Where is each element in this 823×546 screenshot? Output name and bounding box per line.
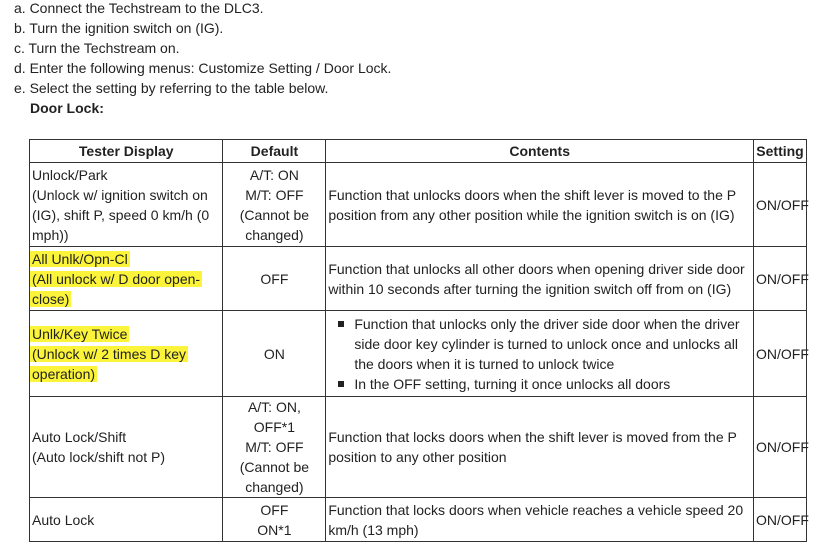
tester-display-text: Unlock/Park (Unlock w/ ignition switch on (IG), shift P, speed 0 km/h (0 mph)) (32, 166, 210, 243)
step-e: e. Select the setting by referring to the table below. (14, 80, 329, 96)
tester-display-cell: Auto Lock (30, 498, 223, 542)
tester-display-cell: Auto Lock/Shift (Auto lock/shift not P) (30, 397, 223, 498)
setting-cell: ON/OFF (754, 498, 807, 542)
default-cell: ON (223, 311, 326, 397)
door-lock-table (29, 139, 807, 542)
list-item: Function that unlocks only the driver side door when the driver side door key cylinder is turned to unlock once and unlocks all the doors when it is turned to unlock twice (328, 314, 751, 374)
header-contents: Contents (326, 140, 754, 163)
table-row-all-unlk-opn-cl (30, 247, 807, 311)
contents-cell: Function that locks doors when the shift lever is moved from the P position to any other position (326, 397, 754, 498)
table-row-unlock-park (30, 163, 807, 247)
step-b: b. Turn the ignition switch on (IG). (14, 20, 224, 36)
tester-display-text: Unlk/Key Twice (Unlock w/ 2 times D key operation) (32, 325, 187, 382)
header-tester-display: Tester Display (30, 140, 223, 163)
instruction-steps (14, 0, 391, 98)
default-cell: OFF ON*1 (223, 498, 326, 542)
contents-cell: Function that locks doors when vehicle reaches a vehicle speed 20 km/h (13 mph) (326, 498, 754, 542)
setting-cell: ON/OFF (754, 163, 807, 247)
contents-cell: Function that unlocks all other doors when opening driver side door within 10 seconds after turning the ignition switch off from on (IG) (326, 247, 754, 311)
table-row-unlk-key-twice (30, 311, 807, 397)
default-cell: A/T: ON M/T: OFF (Cannot be changed) (223, 163, 326, 247)
header-default: Default (223, 140, 326, 163)
default-cell: OFF (223, 247, 326, 311)
table-row-auto-lock-shift (30, 397, 807, 498)
step-a: a. Connect the Techstream to the DLC3. (14, 0, 264, 16)
setting-cell: ON/OFF (754, 311, 807, 397)
default-cell: A/T: ON, OFF*1 M/T: OFF (Cannot be changed) (223, 397, 326, 498)
section-title: Door Lock: (30, 100, 104, 116)
tester-display-cell (30, 163, 223, 247)
table-row-auto-lock (30, 498, 807, 542)
contents-cell: Function that unlocks doors when the shift lever is moved to the P position from any other position while the ignition switch is on (IG) (326, 163, 754, 247)
tester-display-text: All Unlk/Opn-Cl (All unlock w/ D door open-close) (32, 250, 201, 307)
setting-cell: ON/OFF (754, 397, 807, 498)
tester-display-cell (30, 247, 223, 311)
tester-display-cell (30, 311, 223, 397)
contents-cell (326, 311, 754, 397)
header-setting: Setting (754, 140, 807, 163)
step-d: d. Enter the following menus: Customize Setting / Door Lock. (14, 60, 392, 76)
list-item: In the OFF setting, turning it once unlocks all doors (328, 374, 751, 394)
setting-cell: ON/OFF (754, 247, 807, 311)
contents-bullet-list (328, 314, 751, 394)
step-c: c. Turn the Techstream on. (14, 40, 180, 56)
table-header-row (30, 140, 807, 163)
